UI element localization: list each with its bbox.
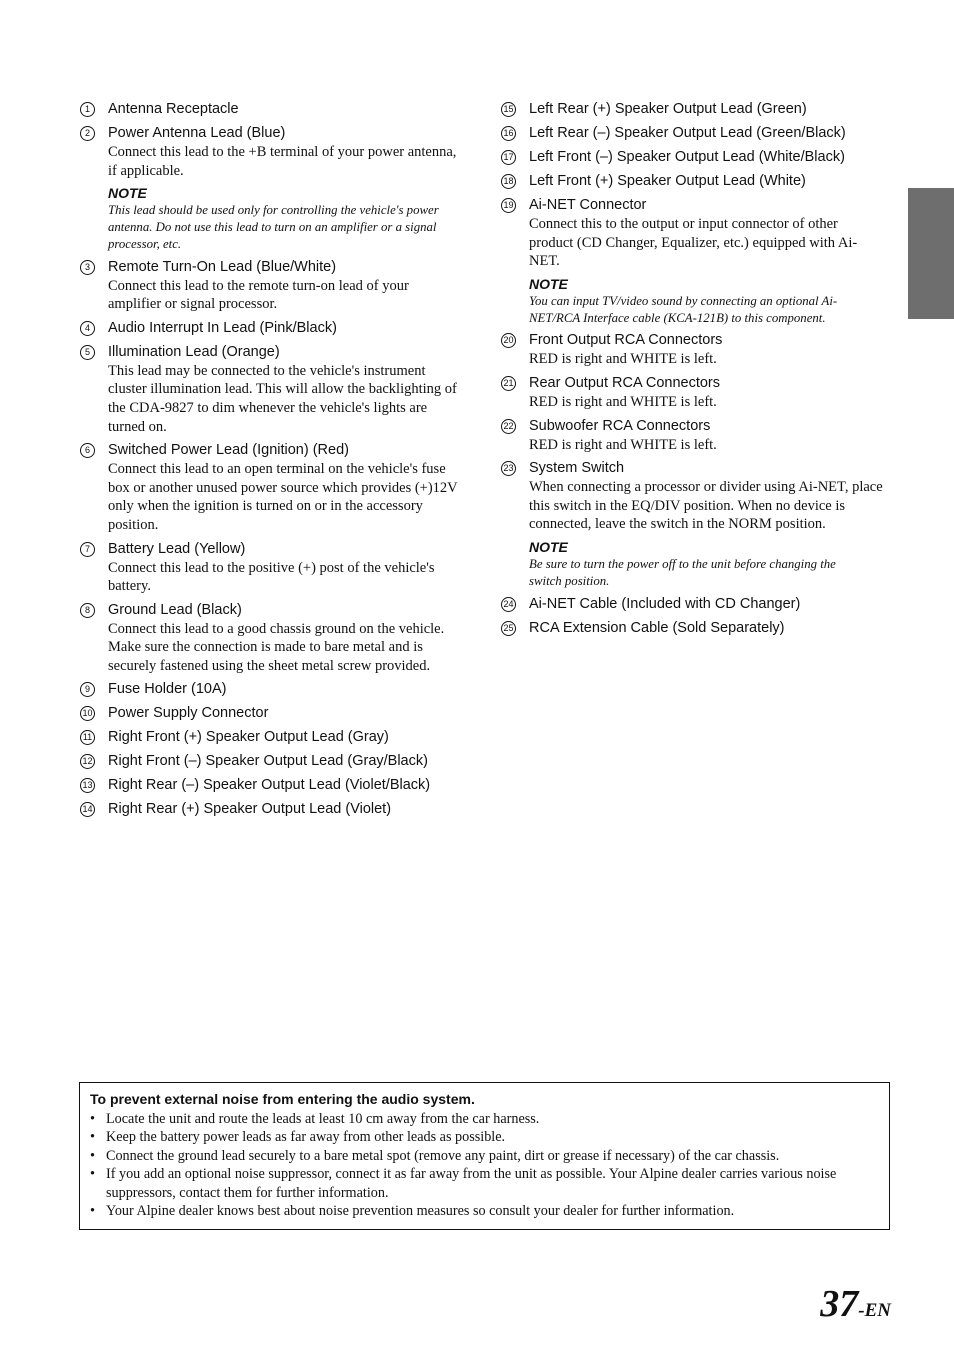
note-label: NOTE bbox=[108, 185, 147, 202]
description-line: RED is right and WHITE is left. bbox=[529, 436, 717, 453]
description-line: product (CD Changer, Equalizer, etc.) equipped with Ai- bbox=[529, 234, 858, 251]
lead-item bbox=[501, 459, 896, 589]
lead-item bbox=[501, 374, 896, 412]
lead-title: Subwoofer RCA Connectors bbox=[529, 417, 711, 434]
page-number bbox=[820, 1282, 891, 1326]
right-column bbox=[501, 100, 896, 643]
lead-title: Ai-NET Connector bbox=[529, 197, 647, 213]
note-text bbox=[108, 202, 470, 252]
lead-item bbox=[501, 417, 896, 455]
item-number-badge: 14 bbox=[80, 802, 95, 817]
lead-item bbox=[501, 619, 896, 638]
noise-bullet bbox=[90, 1128, 879, 1146]
lead-item bbox=[501, 124, 896, 143]
note-label: NOTE bbox=[529, 538, 568, 555]
note-block bbox=[108, 184, 470, 252]
description-line: Connect this lead to the positive (+) post of the vehicle's bbox=[108, 559, 435, 576]
note-line: processor, etc. bbox=[108, 236, 182, 251]
item-number-badge: 13 bbox=[80, 778, 95, 793]
lead-description bbox=[529, 436, 896, 455]
bullet-text: Locate the unit and route the leads at least 10 cm away from the car harness. bbox=[106, 1111, 540, 1127]
description-line: Make sure the connection is made to bare metal and is bbox=[108, 639, 423, 656]
bullet-text: Your Alpine dealer knows best about noise prevention measures so consult your dealer for further information. bbox=[106, 1203, 735, 1220]
lead-title: Right Front (–) Speaker Output Lead (Gray/Black) bbox=[108, 753, 428, 770]
lead-item bbox=[80, 124, 470, 253]
lead-item bbox=[501, 148, 896, 167]
lead-description bbox=[108, 559, 470, 596]
description-line: RED is right and WHITE is left. bbox=[529, 393, 717, 410]
description-line: this switch in the EQ/DIV position. When no device is bbox=[529, 497, 846, 514]
item-number-badge: 3 bbox=[80, 260, 95, 275]
lead-description bbox=[108, 362, 470, 436]
bullet-text: Keep the battery power leads as far away from other leads as possible. bbox=[106, 1129, 506, 1146]
bullet-icon: • bbox=[90, 1203, 95, 1220]
bullet-icon: • bbox=[90, 1147, 95, 1164]
item-number-badge: 25 bbox=[501, 621, 516, 636]
item-number-badge: 6 bbox=[80, 443, 95, 458]
lead-item bbox=[80, 601, 470, 676]
item-number-badge: 9 bbox=[80, 682, 95, 697]
description-line: position. bbox=[108, 516, 159, 533]
noise-bullet-list bbox=[90, 1110, 879, 1220]
lead-item bbox=[80, 319, 470, 338]
page-number-value: 37 bbox=[820, 1283, 859, 1325]
description-line: Connect this lead to the remote turn-on lead of your bbox=[108, 277, 409, 294]
noise-box-title: To prevent external noise from entering the audio system. bbox=[90, 1091, 475, 1107]
item-number-badge: 8 bbox=[80, 603, 95, 618]
lead-title: Left Rear (–) Speaker Output Lead (Green/Black) bbox=[529, 125, 846, 141]
description-line: Connect this to the output or input connector of other bbox=[529, 216, 838, 232]
lead-item bbox=[80, 343, 470, 436]
note-line: This lead should be used only for controlling the vehicle's power bbox=[108, 203, 439, 218]
lead-title: Left Front (+) Speaker Output Lead (White) bbox=[529, 173, 806, 189]
lead-description bbox=[108, 277, 470, 314]
description-line: NET. bbox=[529, 253, 560, 270]
item-number-badge: 24 bbox=[501, 597, 516, 612]
bullet-text: Connect the ground lead securely to a bare metal spot (remove any paint, dirt or grease if necessary) of the car chassis. bbox=[106, 1147, 780, 1164]
item-number-badge: 17 bbox=[501, 150, 516, 165]
note-line: You can input TV/video sound by connecting an optional Ai- bbox=[529, 293, 838, 308]
lead-title: Ai-NET Cable (Included with CD Changer) bbox=[529, 595, 801, 612]
item-number-badge: 11 bbox=[80, 730, 95, 745]
note-text bbox=[529, 293, 896, 327]
left-column bbox=[80, 100, 470, 824]
lead-description bbox=[529, 350, 896, 369]
lead-item bbox=[80, 752, 470, 771]
description-line: RED is right and WHITE is left. bbox=[529, 351, 717, 368]
note-block bbox=[529, 275, 896, 327]
lead-item bbox=[80, 441, 470, 534]
item-number-badge: 12 bbox=[80, 754, 95, 769]
description-line: cluster illumination lead. This will allow the backlighting of bbox=[108, 381, 457, 398]
noise-prevention-box bbox=[79, 1082, 890, 1230]
noise-bullet bbox=[90, 1165, 879, 1202]
lead-title: Power Antenna Lead (Blue) bbox=[108, 125, 286, 141]
lead-item bbox=[80, 258, 470, 314]
item-number-badge: 21 bbox=[501, 376, 516, 391]
description-line: connected, leave the switch in the NORM position. bbox=[529, 516, 826, 533]
bullet-icon: • bbox=[90, 1166, 95, 1183]
lead-description bbox=[529, 215, 896, 271]
description-line: securely fastened using the sheet metal screw provided. bbox=[108, 657, 431, 674]
description-line: battery. bbox=[108, 578, 151, 595]
note-line: switch position. bbox=[529, 573, 610, 588]
lead-item bbox=[501, 196, 896, 326]
note-line: Be sure to turn the power off to the unit before changing the bbox=[529, 556, 836, 571]
item-number-badge: 19 bbox=[501, 198, 516, 213]
lead-item bbox=[501, 595, 896, 614]
item-number-badge: 5 bbox=[80, 345, 95, 360]
lead-title: Right Front (+) Speaker Output Lead (Gray) bbox=[108, 729, 389, 746]
item-number-badge: 20 bbox=[501, 333, 516, 348]
lead-item bbox=[80, 800, 470, 819]
note-block bbox=[529, 538, 896, 590]
item-number-badge: 16 bbox=[501, 126, 516, 141]
lead-title: RCA Extension Cable (Sold Separately) bbox=[529, 619, 785, 636]
bullet-icon: • bbox=[90, 1129, 95, 1146]
noise-bullet bbox=[90, 1202, 879, 1220]
section-tab bbox=[908, 188, 954, 319]
lead-item bbox=[80, 728, 470, 747]
lead-title: Rear Output RCA Connectors bbox=[529, 374, 721, 391]
lead-title: Left Front (–) Speaker Output Lead (White/Black) bbox=[529, 149, 845, 165]
lead-description bbox=[529, 478, 896, 534]
description-line: This lead may be connected to the vehicle's instrument bbox=[108, 362, 426, 379]
item-number-badge: 1 bbox=[80, 102, 95, 117]
lead-item bbox=[80, 540, 470, 596]
note-line: NET/RCA Interface cable (KCA-121B) to this component. bbox=[529, 310, 826, 325]
item-number-badge: 23 bbox=[501, 461, 516, 476]
item-number-badge: 18 bbox=[501, 174, 516, 189]
lead-title: Illumination Lead (Orange) bbox=[108, 343, 280, 360]
lead-title: System Switch bbox=[529, 460, 625, 477]
description-line: Connect this lead to a good chassis ground on the vehicle. bbox=[108, 620, 445, 637]
description-line: amplifier or signal processor. bbox=[108, 296, 278, 313]
note-text bbox=[529, 556, 896, 590]
lead-item bbox=[501, 100, 896, 119]
lead-description bbox=[108, 460, 470, 534]
lead-item bbox=[501, 331, 896, 369]
description-line: box or another unused power source which provides (+)12V bbox=[108, 479, 458, 496]
lead-item bbox=[501, 172, 896, 191]
lead-title: Front Output RCA Connectors bbox=[529, 332, 723, 349]
lead-title: Remote Turn-On Lead (Blue/White) bbox=[108, 258, 337, 275]
lead-item bbox=[80, 100, 470, 119]
lead-title: Left Rear (+) Speaker Output Lead (Green) bbox=[529, 101, 807, 117]
lead-title: Fuse Holder (10A) bbox=[108, 681, 227, 698]
item-number-badge: 10 bbox=[80, 706, 95, 721]
lead-title: Ground Lead (Black) bbox=[108, 601, 242, 618]
noise-bullet bbox=[90, 1147, 879, 1165]
note-line: antenna. Do not use this lead to turn on an amplifier or a signal bbox=[108, 219, 437, 234]
noise-bullet bbox=[90, 1110, 879, 1128]
description-line: only when the ignition is turned on or in the accessory bbox=[108, 498, 423, 515]
lead-title: Switched Power Lead (Ignition) (Red) bbox=[108, 442, 349, 459]
lead-title: Audio Interrupt In Lead (Pink/Black) bbox=[108, 319, 337, 336]
description-line: the CDA-9827 to dim whenever the vehicle's lights are bbox=[108, 399, 428, 416]
item-number-badge: 22 bbox=[501, 419, 516, 434]
description-line: Connect this lead to an open terminal on the vehicle's fuse bbox=[108, 461, 446, 478]
description-line: Connect this lead to the +B terminal of your power antenna, bbox=[108, 144, 457, 160]
lead-title: Right Rear (–) Speaker Output Lead (Violet/Black) bbox=[108, 777, 431, 794]
page-number-suffix: -EN bbox=[858, 1300, 891, 1321]
lead-description bbox=[108, 620, 470, 676]
item-number-badge: 15 bbox=[501, 102, 516, 117]
bullet-icon: • bbox=[90, 1111, 95, 1127]
lead-description bbox=[529, 393, 896, 412]
description-line: turned on. bbox=[108, 418, 167, 435]
bullet-text: If you add an optional noise suppressor, connect it as far away from the unit as possible. Your Alpine dealer carries various noise suppressors, contact them for further information. bbox=[106, 1166, 837, 1201]
note-label: NOTE bbox=[529, 275, 568, 292]
description-line: if applicable. bbox=[108, 162, 184, 179]
lead-title: Antenna Receptacle bbox=[108, 101, 239, 117]
lead-description bbox=[108, 143, 470, 180]
lead-title: Power Supply Connector bbox=[108, 705, 269, 722]
item-number-badge: 4 bbox=[80, 321, 95, 336]
item-number-badge: 7 bbox=[80, 542, 95, 557]
lead-item bbox=[80, 776, 470, 795]
lead-item bbox=[80, 680, 470, 699]
lead-title: Right Rear (+) Speaker Output Lead (Violet) bbox=[108, 801, 392, 818]
item-number-badge: 2 bbox=[80, 126, 95, 141]
lead-item bbox=[80, 704, 470, 723]
lead-title: Battery Lead (Yellow) bbox=[108, 540, 246, 557]
description-line: When connecting a processor or divider using Ai-NET, place bbox=[529, 479, 883, 496]
